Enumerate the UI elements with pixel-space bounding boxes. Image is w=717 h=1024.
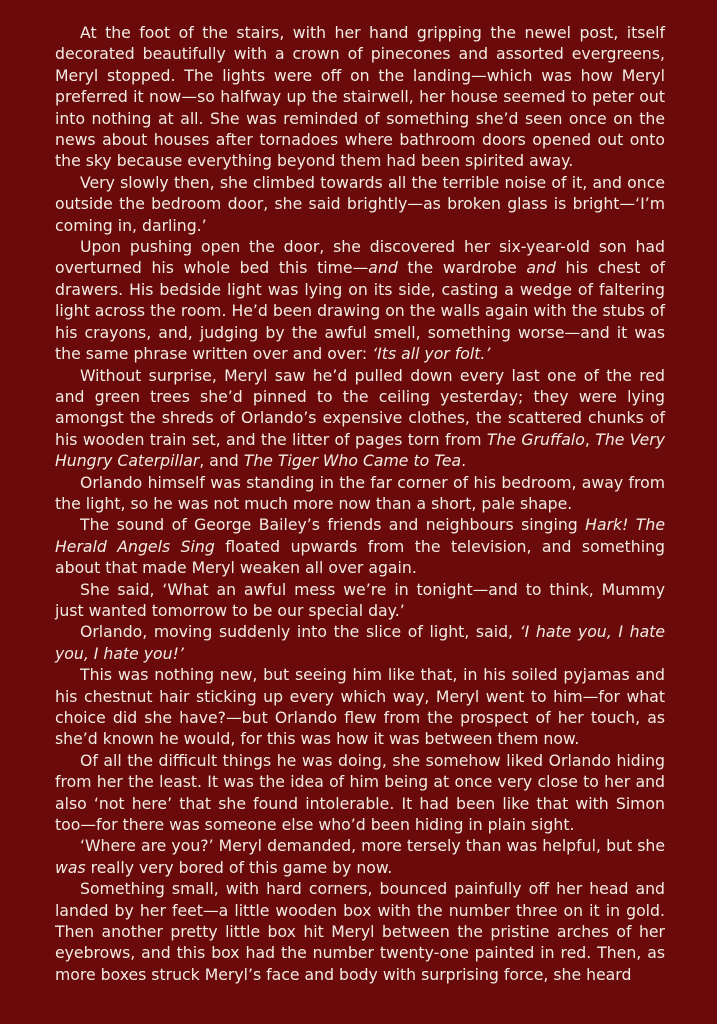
text-run: Upon pushing open the door, she discovered her six-year-old son had overturned his whole bed this time— <box>55 237 665 278</box>
text-run: Orlando himself was standing in the far corner of his bedroom, away from the light, so he was not much more now than a short, pale shape. <box>55 472 665 513</box>
text-run: the wardrobe <box>397 258 527 278</box>
text-run: , and <box>199 451 244 471</box>
italic-text: ‘I hate you, I hate you, I hate you!’ <box>55 622 665 663</box>
text-run: Without surprise, Meryl saw he’d pulled down every last one of the red and green trees she’d pinned to the ceiling yesterday; they were lying amongst the shreds of Orlando’s expensive clothes, the scattered chunks of his wooden train set, and the litter of pages torn from <box>55 365 665 449</box>
text-run: She said, ‘What an awful mess we’re in tonight—and to think, Mummy just wanted tomorrow to be our special day.’ <box>55 579 665 620</box>
paragraph <box>55 472 665 515</box>
paragraph <box>55 664 665 750</box>
text-run: Something small, with hard corners, bounced painfully off her head and landed by her feet—a little wooden box with the number three on it in gold. Then another pretty little box hit Meryl between the pristine arches of her eyebrows, and this box had the number twenty-one painted in red. Then, as more boxes struck Meryl’s face and body with surprising force, she heard <box>55 879 665 984</box>
paragraph <box>55 878 665 985</box>
paragraph <box>55 750 665 836</box>
text-run: At the foot of the stairs, with her hand gripping the newel post, itself decorated beautifully with a crown of pinecones and assorted evergreens, Meryl stopped. The lights were off on the landing—which was how Meryl preferred it now—so halfway up the stairwell, her house seemed to peter out into nothing at all. She was reminded of something she’d seen once on the news about houses after tornadoes where bathroom doors opened out onto the sky because everything beyond them had been spirited away. <box>55 23 665 171</box>
text-run: his chest of drawers. His bedside light was lying on its side, casting a wedge of faltering light across the room. He’d been drawing on the walls again with the stubs of his crayons, and, judging by the awful smell, something worse—and it was the same phrase written over and over: <box>55 258 666 364</box>
book-page <box>55 22 665 985</box>
italic-text: The Tiger Who Came to Tea <box>243 451 462 471</box>
text-run: , <box>584 429 596 449</box>
paragraph <box>55 621 665 664</box>
paragraph <box>55 172 665 236</box>
text-run: floated upwards from the television, and something about that made Meryl weaken all over again. <box>55 536 665 578</box>
text-run: ‘Where are you?’ Meryl demanded, more tersely than was helpful, but she <box>80 836 665 856</box>
italic-text: Hark! The Herald Angels Sing <box>55 515 665 556</box>
paragraph <box>55 22 665 172</box>
text-run: Orlando, moving suddenly into the slice of light, said, <box>80 622 520 642</box>
text-run: The sound of George Bailey’s friends and neighbours singing <box>80 515 586 535</box>
text-run: This was nothing new, but seeing him like that, in his soiled pyjamas and his chestnut hair sticking up every which way, Meryl went to him—for what choice did she have?—but Orlando flew from the prospect of her touch, as she’d known he would, for this was how it was between them now. <box>55 665 665 749</box>
italic-text: The Gruffalo <box>486 429 585 449</box>
paragraph <box>55 835 665 878</box>
text-run: really very bored of this game by now. <box>85 857 393 877</box>
italic-text: was <box>55 857 86 877</box>
text-run: Of all the difficult things he was doing, she somehow liked Orlando hiding from her the least. It was the idea of him being at once very close to her and also ‘not here’ that she found intolerable. It had been like that with Simon too—for there was someone else who’d been hiding in plain sight. <box>55 750 665 835</box>
paragraph <box>55 365 665 472</box>
italic-text: and <box>526 258 556 278</box>
paragraph <box>55 514 665 578</box>
paragraph <box>55 236 665 364</box>
text-run: . <box>461 451 467 471</box>
italic-text: The Very Hungry Caterpillar <box>55 429 665 471</box>
text-run: Very slowly then, she climbed towards all the terrible noise of it, and once outside the bedroom door, she said brightly—as broken glass is bright—‘I’m coming in, darling.’ <box>55 172 665 235</box>
paragraph <box>55 579 665 622</box>
italic-text: ‘Its all yor folt.’ <box>372 344 491 364</box>
italic-text: and <box>368 258 398 278</box>
